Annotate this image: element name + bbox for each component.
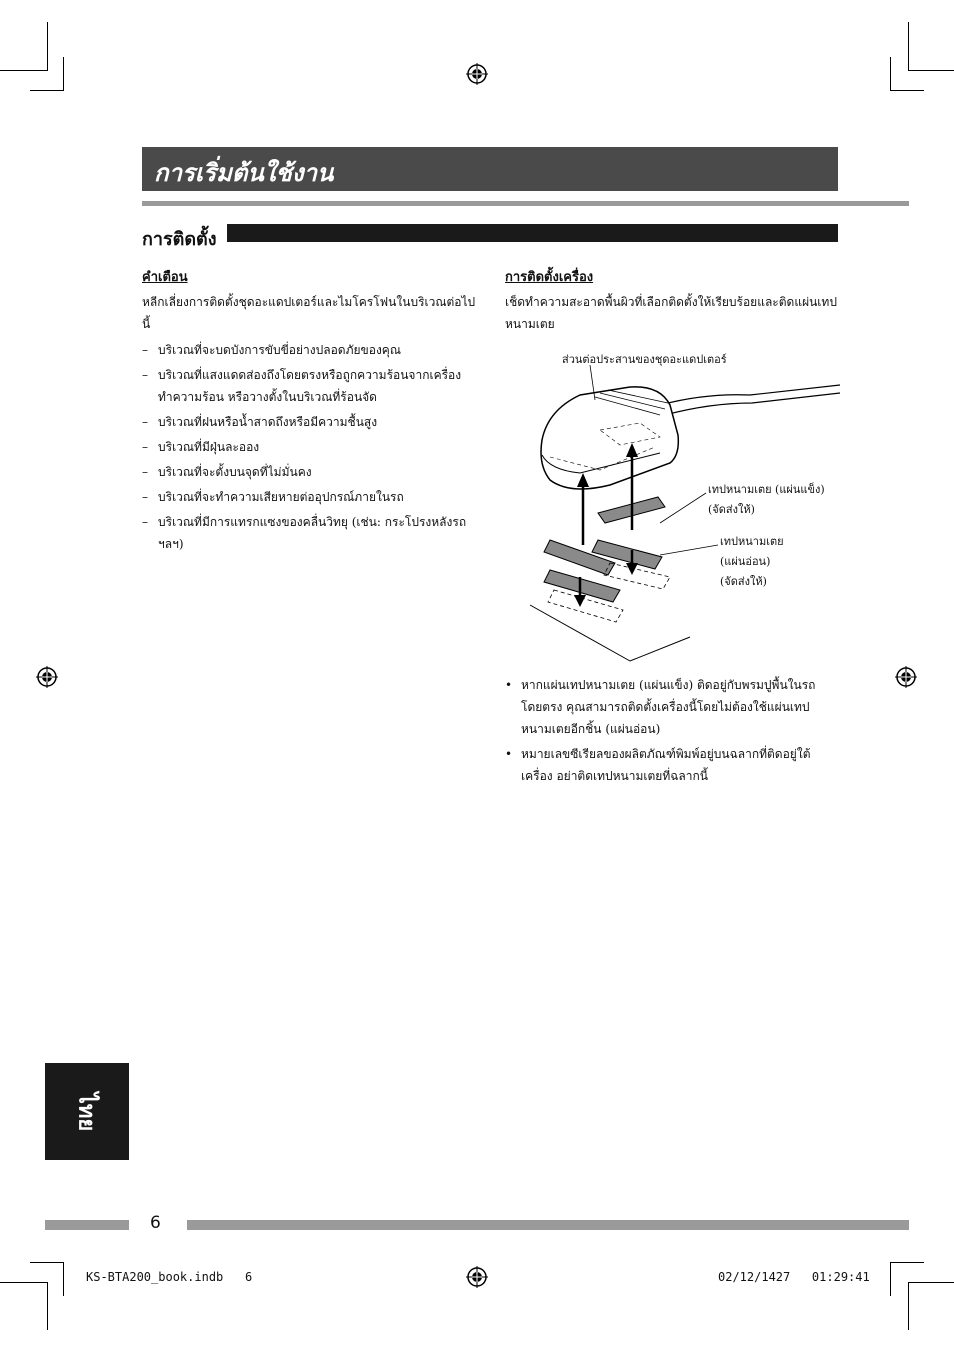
install-notes [505,674,830,790]
crop-mark [47,1282,48,1330]
cable [660,385,840,405]
footer-bar-left [45,1220,129,1230]
section-heading-bar [227,224,838,242]
registration-mark-icon [466,1266,488,1288]
list-item: – บริเวณที่จะทำความเสียหายต่ออุปกรณ์ภายในรถ [142,486,477,508]
list-item: – บริเวณที่มีการแทรกแซงของคลื่นวิทยุ (เช่น: กระโปรงหลังรถ ฯลฯ) [142,511,477,555]
language-tab [45,1063,129,1160]
page-number: 6 [150,1213,161,1233]
crop-mark [908,1282,909,1330]
title-divider [142,201,909,206]
page-title: การเริ่มต้นใช้งาน [154,158,334,187]
up-arrow-icon [577,473,589,545]
crop-mark [890,90,924,91]
crop-mark [0,70,48,71]
warning-list [142,339,477,555]
list-item: – บริเวณที่จะบดบังการขับขี่อย่างปลอดภัยของคุณ [142,339,477,361]
registration-mark-icon [466,63,488,85]
list-item: – บริเวณที่จะตั้งบนจุดที่ไม่มั่นคง [142,461,477,483]
crop-mark [890,1262,891,1296]
slug-datetime: 02/12/1427 01:29:41 [718,1270,870,1284]
list-item: – บริเวณที่ฝนหรือน้ำสาดถึงหรือมีความชื้นสูง [142,411,477,433]
crop-mark [890,1262,924,1263]
crop-mark [890,57,891,91]
page-title-bar [142,147,838,191]
crop-mark [63,1262,64,1296]
language-tab-label: ไทย [73,1092,100,1131]
list-item: – บริเวณที่มีฝุ่นละออง [142,436,477,458]
section-heading: การติดตั้ง [142,229,217,250]
crop-mark [47,22,48,70]
adapter-label: ส่วนต่อประสานของชุดอะแดปเตอร์ [562,353,727,366]
install-intro: เช็ดทำความสะอาดพื้นผิวที่เลือกติดตั้งให้เรียบร้อยและติดแผ่นเทปหนามเตย [505,295,837,331]
floor-outline [530,605,690,661]
crop-mark [908,22,909,70]
warning-intro: หลีกเลี่ยงการติดตั้งชุดอะแดปเตอร์และไมโครโฟนในบริเวณต่อไปนี้ [142,295,476,331]
install-heading: การติดตั้งเครื่อง [505,270,594,285]
crop-mark [0,1282,48,1283]
crop-mark [908,1282,954,1283]
list-item: • หมายเลขซีเรียลของผลิตภัณฑ์พิมพ์อยู่บนฉลากที่ติดอยู่ใต้เครื่อง อย่าติดเทปหนามเตยที่ฉลากนี้ [505,743,830,787]
soft-tape-label: เทปหนามเตย (แผ่นอ่อน) (จัดส่งให้) [720,535,784,588]
footer-bar-right [187,1220,909,1230]
list-item: – บริเวณที่แสงแดดส่องถึงโดยตรงหรือถูกความร้อนจากเครื่องทำความร้อน หรือวางตั้งในบริเวณที่ร้อนจัด [142,364,477,408]
adapter-unit [541,387,678,489]
list-item: • หากแผ่นเทปหนามเตย (แผ่นแข็ง) ติดอยู่กับพรมปูพื้นในรถโดยตรง คุณสามารถติดตั้งเครื่องนี้โดยไม่ต้องใช้แผ่นเทปหนามเตยอีกชิ้น (แผ่นอ่อน) [505,674,830,740]
warning-heading: คำเตือน [142,270,188,285]
registration-mark-icon [36,666,58,688]
install-block [505,266,840,335]
crop-mark [63,57,64,91]
warning-block [142,266,477,558]
crop-mark [30,1262,64,1263]
crop-mark [908,70,954,71]
hard-tape-label: เทปหนามเตย (แผ่นแข็ง) (จัดส่งให้) [708,483,825,516]
crop-mark [30,90,64,91]
slug-file: KS-BTA200_book.indb 6 [86,1270,253,1284]
registration-mark-icon [895,666,917,688]
